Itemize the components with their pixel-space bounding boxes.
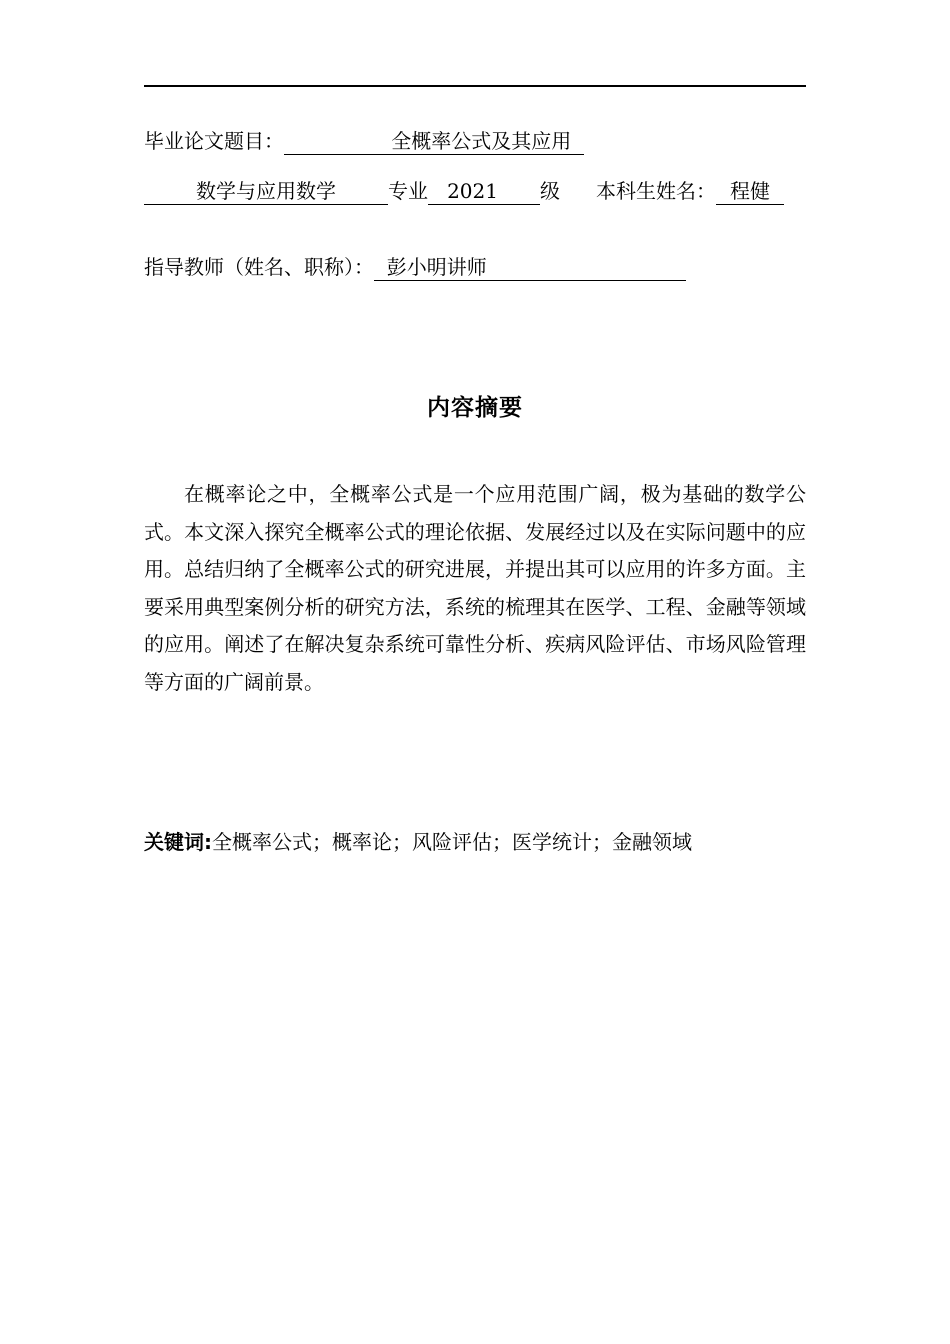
grade-field xyxy=(428,178,540,205)
student-field xyxy=(716,178,784,205)
abstract-body: 在概率论之中，全概率公式是一个应用范围广阔，极为基础的数学公式。本文深入探究全概率公式的理论依据、发展经过以及在实际问题中的应用。总结归纳了全概率公式的研究进展，并提出其可以应用的许多方面。主要采用典型案例分析的研究方法，系统的梳理其在医学、工程、金融等领域的应用。阐述了在解决复杂系统可靠性分析、疾病风险评估、市场风险管理等方面的广阔前景。 xyxy=(144,482,806,694)
thesis-title-line xyxy=(144,127,584,155)
advisor-label: 指导教师（姓名、职称）： xyxy=(144,255,374,279)
top-rule xyxy=(144,85,806,87)
major-line xyxy=(144,177,784,205)
advisor-field xyxy=(374,254,686,281)
thesis-title: 全概率公式及其应用 xyxy=(391,129,572,153)
keywords-list: 全概率公式；概率论；风险评估；医学统计；金融领域 xyxy=(212,830,692,854)
keywords-label: 关键词: xyxy=(144,830,212,854)
advisor-line xyxy=(144,253,686,281)
keywords-line xyxy=(144,827,692,857)
major-label: 专业 xyxy=(388,179,428,203)
abstract-heading: 内容摘要 xyxy=(427,395,523,421)
student-name: 程健 xyxy=(730,179,770,203)
grade-label: 级 xyxy=(540,179,560,203)
student-label: 本科生姓名： xyxy=(596,179,716,203)
major-name: 数学与应用数学 xyxy=(196,179,336,203)
major-field xyxy=(144,178,388,205)
advisor-name: 彭小明讲师 xyxy=(386,255,487,279)
grade-year: 2021 xyxy=(447,179,498,203)
thesis-title-field xyxy=(284,128,584,155)
thesis-title-label: 毕业论文题目： xyxy=(144,129,284,153)
